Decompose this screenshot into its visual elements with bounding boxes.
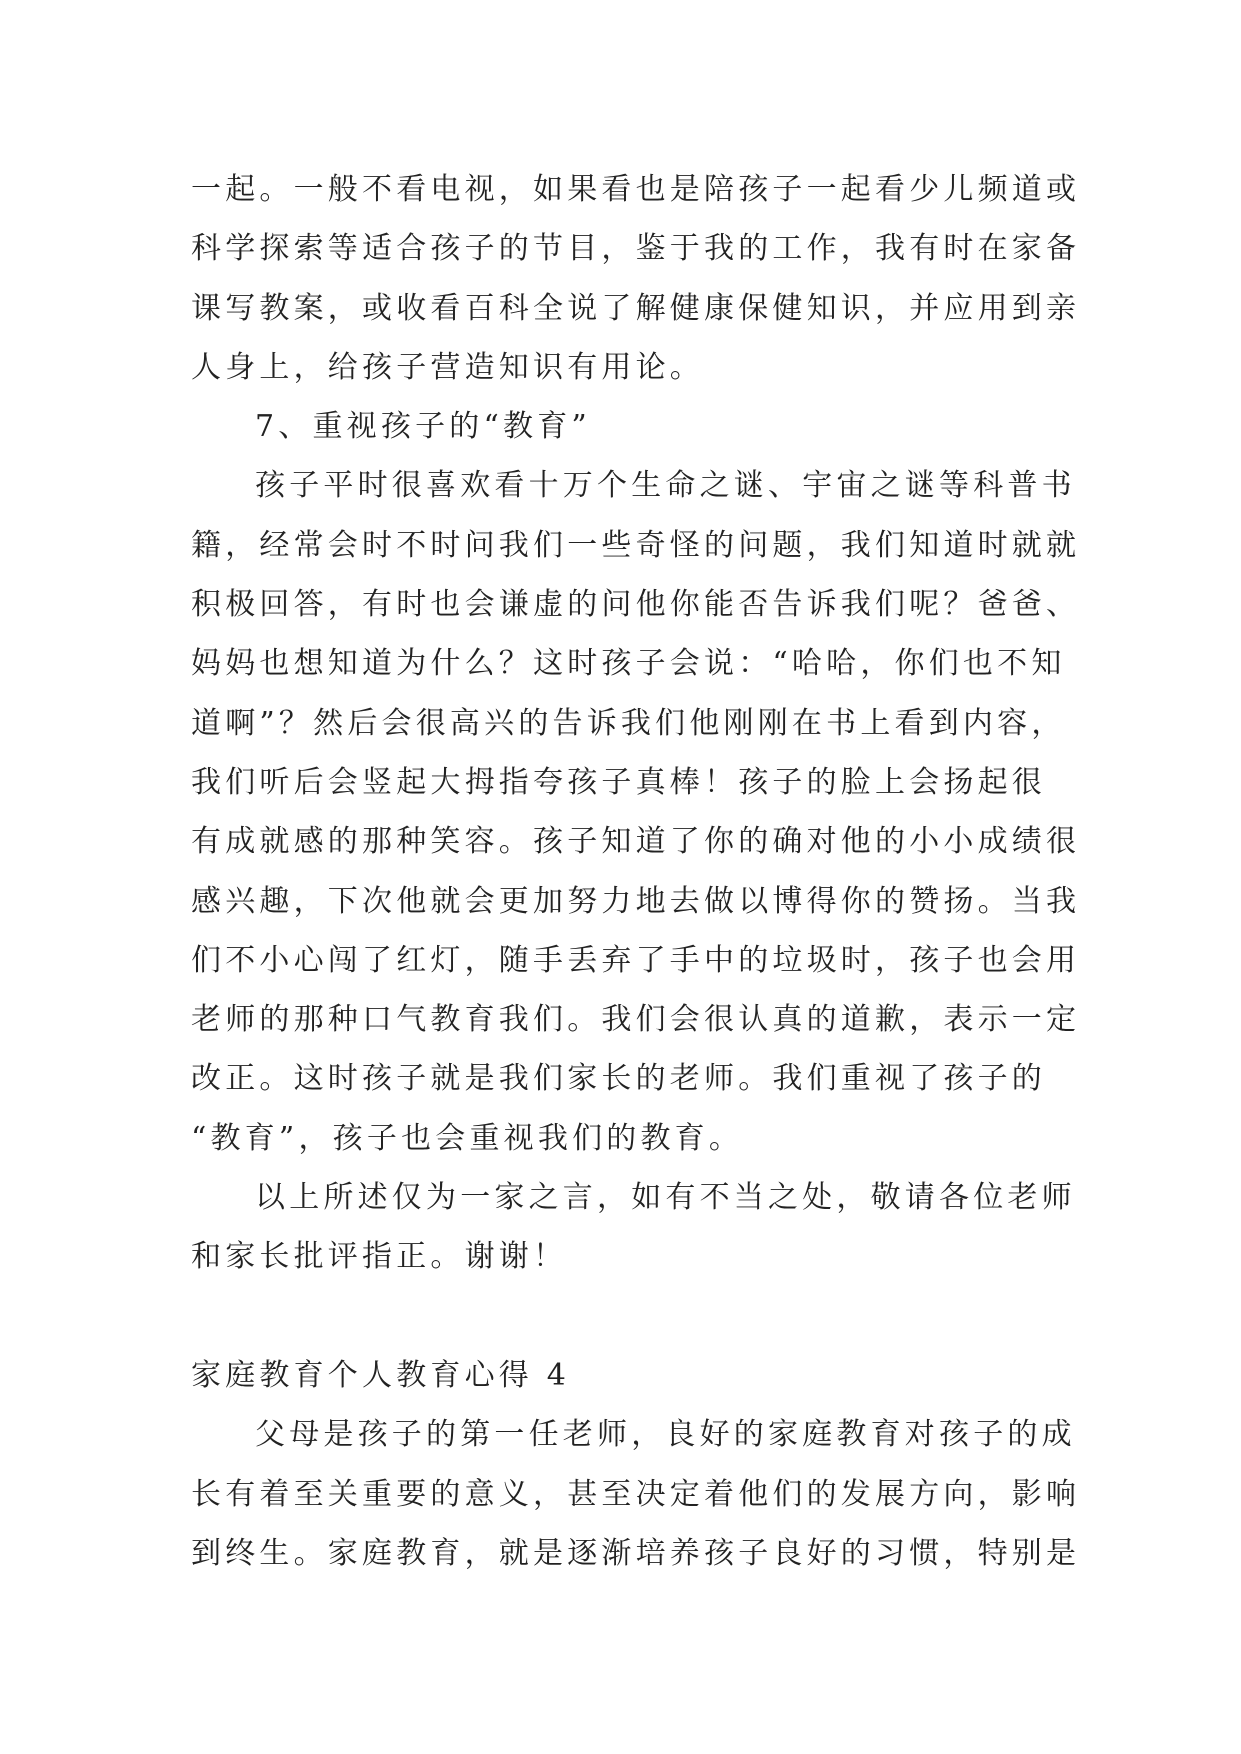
text-line: 积极回答，有时也会谦虚的问他你能否告诉我们呢？爸爸、 <box>191 587 1081 623</box>
text-line: 科学探索等适合孩子的节目，鉴于我的工作，我有时在家备 <box>191 231 1081 267</box>
text-line: “教育”，孩子也会重视我们的教育。 <box>191 1120 744 1156</box>
text-line: 改正。这时孩子就是我们家长的老师。我们重视了孩子的 <box>191 1061 1046 1097</box>
text-line: 课写教案，或收看百科全说了解健康保健知识，并应用到亲 <box>191 290 1081 326</box>
section-title: 家庭教育个人教育心得 4 <box>191 1357 571 1393</box>
text-line: 妈妈也想知道为什么？这时孩子会说：“哈哈，你们也不知 <box>191 646 1066 682</box>
text-line: 长有着至关重要的意义，甚至决定着他们的发展方向，影响 <box>191 1476 1081 1512</box>
text-line: 感兴趣，下次他就会更加努力地去做以博得你的赞扬。当我 <box>191 883 1081 919</box>
text-line: 和家长批评指正。谢谢！ <box>191 1239 568 1275</box>
text-line: 到终生。家庭教育，就是逐渐培养孩子良好的习惯，特别是 <box>191 1535 1081 1571</box>
text-line: 孩子平时很喜欢看十万个生命之谜、宇宙之谜等科普书 <box>255 468 1076 504</box>
text-line: 有成就感的那种笑容。孩子知道了你的确对他的小小成绩很 <box>191 824 1081 860</box>
text-line: 7、重视孩子的“教育” <box>255 409 591 445</box>
document-body <box>191 160 1081 1583</box>
text-line: 道啊”？然后会很高兴的告诉我们他刚刚在书上看到内容， <box>191 705 1066 741</box>
text-line: 以上所述仅为一家之言，如有不当之处，敬请各位老师 <box>255 1180 1076 1216</box>
text-line: 们不小心闯了红灯，随手丢弃了手中的垃圾时，孩子也会用 <box>191 942 1081 978</box>
section-spacer <box>191 1287 1051 1346</box>
text-line: 人身上，给孩子营造知识有用论。 <box>191 349 704 385</box>
text-line: 一起。一般不看电视，如果看也是陪孩子一起看少儿频道或 <box>191 172 1081 207</box>
text-line: 我们听后会竖起大拇指夸孩子真棒！孩子的脸上会扬起很 <box>191 764 1046 800</box>
text-line: 籍，经常会时不时问我们一些奇怪的问题，我们知道时就就 <box>191 527 1081 563</box>
text-line: 父母是孩子的第一任老师，良好的家庭教育对孩子的成 <box>255 1417 1076 1453</box>
text-line: 老师的那种口气教育我们。我们会很认真的道歉，表示一定 <box>191 1002 1081 1038</box>
